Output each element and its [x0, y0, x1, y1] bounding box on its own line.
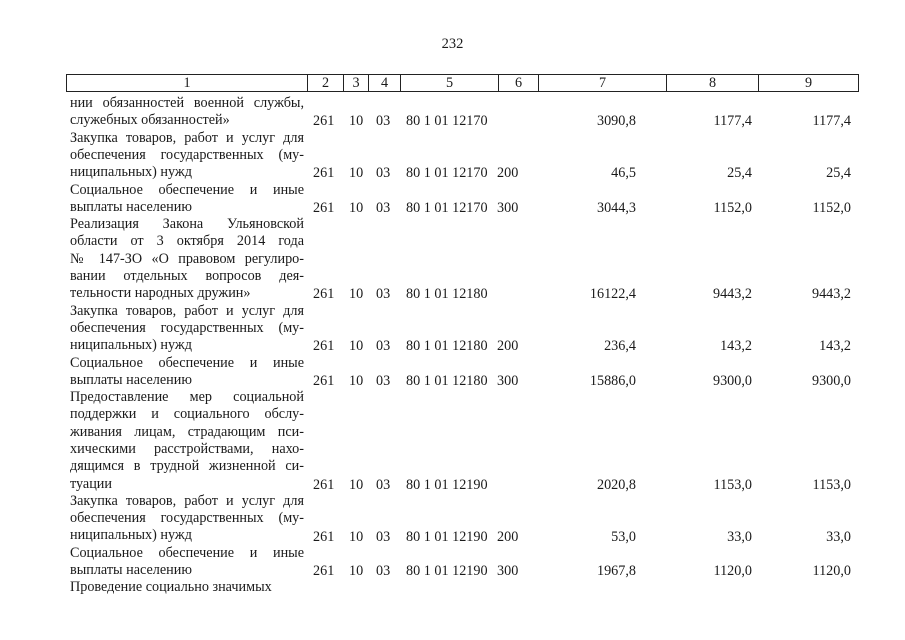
cell-col-8: 25,4 [727, 165, 752, 182]
cell-col-3: 10 [349, 372, 364, 389]
header-col-3: 3 [344, 75, 369, 91]
table-header [66, 74, 859, 92]
description-line: тельности народных дружин» [70, 285, 251, 302]
cell-col-7: 15886,0 [589, 372, 636, 389]
cell-col-4: 03 [376, 528, 391, 545]
row-description [70, 130, 304, 182]
description-line: обеспечения государственных (му- [70, 146, 304, 163]
description-line: № 147-ЗО «О правовом регулиро- [70, 250, 304, 267]
cell-col-3: 10 [349, 338, 364, 355]
cell-col-9: 1153,0 [812, 476, 851, 493]
cell-col-2: 261 [313, 528, 335, 545]
row-description [70, 355, 304, 390]
header-col-9: 9 [804, 75, 813, 91]
header-col-1: 1 [67, 75, 308, 91]
description-line: выплаты населению [70, 562, 192, 579]
description-line: выплаты населению [70, 198, 192, 215]
description-line: хическими расстройствами, нахо- [70, 440, 304, 457]
cell-col-3: 10 [349, 165, 364, 182]
row-description [70, 493, 304, 545]
description-line: выплаты населению [70, 371, 192, 388]
description-line: Предоставление мер социальной [70, 389, 304, 406]
description-line: дящимся в трудной жизненной си- [70, 458, 304, 475]
cell-col-8: 143,2 [720, 338, 752, 355]
cell-col-7: 3044,3 [596, 199, 636, 216]
description-line: области от 3 октября 2014 года [70, 233, 304, 250]
cell-col-3: 10 [349, 563, 364, 580]
cell-col-8: 1153,0 [713, 476, 752, 493]
cell-col-7: 1967,8 [596, 563, 636, 580]
cell-col-6: 300 [497, 372, 519, 389]
cell-col-6: 200 [497, 165, 519, 182]
header-col-2: 2 [308, 75, 344, 91]
cell-col-2: 261 [313, 165, 335, 182]
cell-col-3: 10 [349, 528, 364, 545]
description-line: Социальное обеспечение и иные [70, 354, 304, 371]
description-line: Закупка товаров, работ и услуг для [70, 129, 304, 146]
cell-col-2: 261 [313, 199, 335, 216]
row-description [70, 389, 304, 493]
cell-col-7: 2020,8 [596, 476, 636, 493]
cell-col-7: 16122,4 [589, 286, 636, 303]
cell-col-5: 80 1 01 12170 [406, 113, 488, 130]
description-line: ниципальных) нужд [70, 164, 192, 181]
cell-col-8: 33,0 [727, 528, 752, 545]
description-line: поддержки и социального обслу- [70, 406, 304, 423]
cell-col-4: 03 [376, 165, 391, 182]
row-description [70, 545, 304, 580]
row-description [70, 182, 304, 217]
cell-col-5: 80 1 01 12180 [406, 338, 488, 355]
description-line: обеспечения государственных (му- [70, 319, 304, 336]
description-line: туации [70, 475, 112, 492]
description-line: Закупка товаров, работ и услуг для [70, 492, 304, 509]
cell-col-7: 236,4 [604, 338, 636, 355]
header-col-8: 8 [667, 75, 759, 91]
cell-col-4: 03 [376, 476, 391, 493]
cell-col-9: 33,0 [826, 528, 851, 545]
description-line: Закупка товаров, работ и услуг для [70, 302, 304, 319]
cell-col-9: 143,2 [819, 338, 851, 355]
cell-col-8: 9300,0 [712, 372, 752, 389]
cell-col-4: 03 [376, 199, 391, 216]
cell-col-2: 261 [313, 338, 335, 355]
cell-col-9: 1177,4 [812, 113, 851, 130]
cell-col-4: 03 [376, 338, 391, 355]
cell-col-6: 200 [497, 528, 519, 545]
header-col-6: 6 [499, 75, 539, 91]
cell-col-3: 10 [349, 113, 364, 130]
cell-col-4: 03 [376, 286, 391, 303]
cell-col-2: 261 [313, 372, 335, 389]
description-line: живания лицам, страдающим пси- [70, 423, 304, 440]
cell-col-9: 9443,2 [811, 286, 851, 303]
row-description [70, 216, 304, 302]
cell-col-4: 03 [376, 372, 391, 389]
description-line: нии обязанностей военной службы, [70, 95, 304, 111]
header-col-5: 5 [401, 75, 499, 91]
cell-col-9: 1152,0 [812, 199, 851, 216]
cell-col-3: 10 [349, 199, 364, 216]
cell-col-5: 80 1 01 12190 [406, 476, 488, 493]
cell-col-2: 261 [313, 563, 335, 580]
header-col-4: 4 [369, 75, 401, 91]
description-line: Социальное обеспечение и иные [70, 544, 304, 561]
description-line: ниципальных) нужд [70, 337, 192, 354]
page-number: 232 [441, 36, 464, 52]
cell-col-3: 10 [349, 286, 364, 303]
description-line: обеспечения государственных (му- [70, 510, 304, 527]
description-line: Реализация Закона Ульяновской [70, 216, 304, 233]
cell-col-7: 53,0 [611, 528, 636, 545]
description-line: ниципальных) нужд [70, 527, 192, 544]
cell-col-4: 03 [376, 113, 391, 130]
row-description [70, 303, 304, 355]
cell-col-2: 261 [313, 113, 335, 130]
cell-col-6: 300 [497, 199, 519, 216]
description-line: Проведение социально значимых [70, 579, 272, 596]
cell-col-9: 9300,0 [811, 372, 851, 389]
cell-col-5: 80 1 01 12170 [406, 199, 488, 216]
cell-col-3: 10 [349, 476, 364, 493]
cell-col-6: 200 [497, 338, 519, 355]
row-description [70, 579, 304, 596]
description-line: служебных обязанностей» [70, 112, 230, 129]
description-line: вании отдельных вопросов дея- [70, 267, 304, 284]
cell-col-8: 1177,4 [713, 113, 752, 130]
cell-col-9: 25,4 [826, 165, 851, 182]
cell-col-4: 03 [376, 563, 391, 580]
cell-col-6: 300 [497, 563, 519, 580]
cell-col-5: 80 1 01 12170 [406, 165, 488, 182]
row-description [70, 95, 304, 130]
cell-col-5: 80 1 01 12190 [406, 528, 488, 545]
cell-col-5: 80 1 01 12180 [406, 286, 488, 303]
cell-col-2: 261 [313, 476, 335, 493]
description-line: Социальное обеспечение и иные [70, 181, 304, 198]
cell-col-5: 80 1 01 12180 [406, 372, 488, 389]
cell-col-7: 46,5 [611, 165, 636, 182]
header-col-7: 7 [539, 75, 667, 91]
cell-col-8: 1120,0 [713, 563, 752, 580]
cell-col-5: 80 1 01 12190 [406, 563, 488, 580]
cell-col-7: 3090,8 [596, 113, 636, 130]
cell-col-8: 9443,2 [712, 286, 752, 303]
cell-col-8: 1152,0 [713, 199, 752, 216]
cell-col-9: 1120,0 [812, 563, 851, 580]
cell-col-2: 261 [313, 286, 335, 303]
